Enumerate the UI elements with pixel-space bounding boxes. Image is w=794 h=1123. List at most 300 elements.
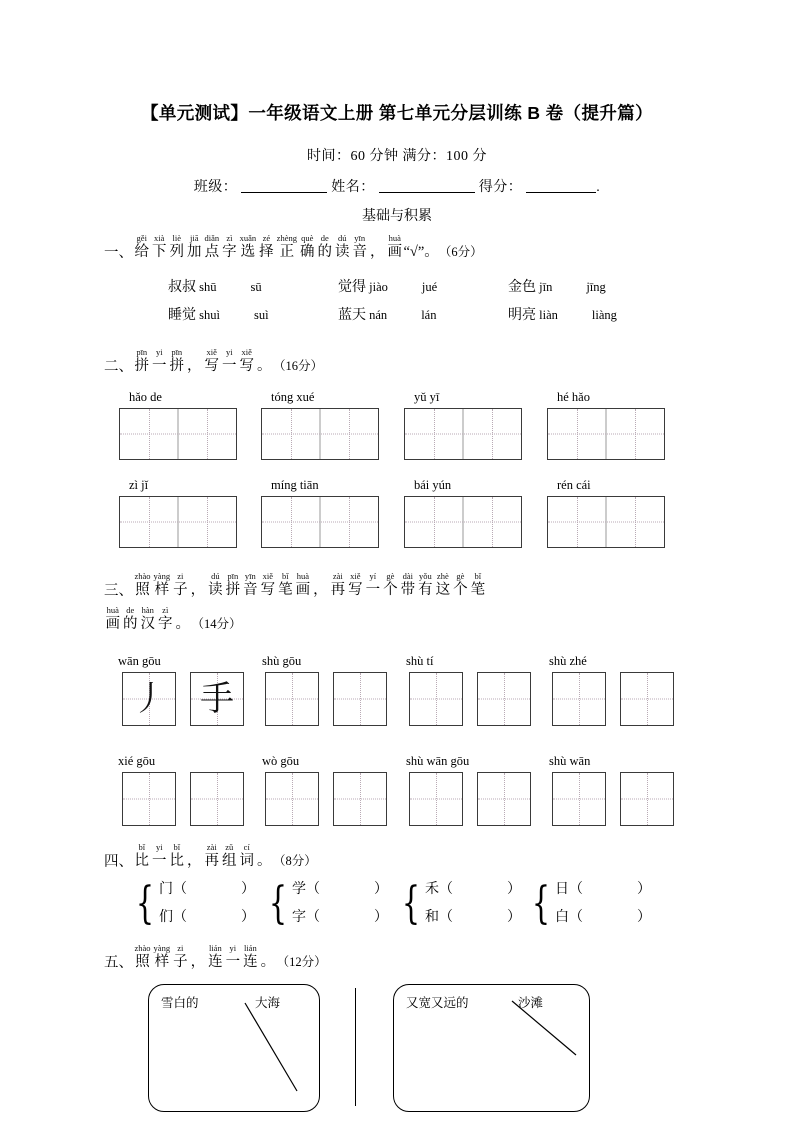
- ruby-pinyin: yīn: [244, 571, 256, 581]
- ruby-hanzi: 下: [152, 244, 167, 260]
- ruby-char: [191, 944, 206, 970]
- stroke-answer-cell[interactable]: [409, 672, 463, 726]
- question-3-heading-line1: [104, 572, 487, 598]
- ruby-hanzi: 一: [152, 853, 167, 869]
- word-row-bottom: [292, 904, 388, 932]
- stroke-answer-cell[interactable]: [265, 772, 319, 826]
- ruby-hanzi: ，: [190, 582, 206, 598]
- ruby-char: [383, 572, 398, 598]
- ruby-char: [208, 944, 223, 970]
- pinyin-choice-item: [168, 304, 269, 324]
- ruby-hanzi: 选: [240, 244, 256, 260]
- closing-paren: ）: [637, 882, 651, 897]
- brace-bracket: {: [401, 878, 421, 929]
- ruby-hanzi: 写: [260, 582, 276, 598]
- ruby-pinyin: bǐ: [282, 571, 289, 581]
- ruby-char: [222, 348, 237, 374]
- ruby-char: [158, 606, 173, 632]
- ruby-char: [348, 572, 363, 598]
- ruby-char: [240, 843, 255, 869]
- ruby-pinyin: yīn: [354, 233, 366, 243]
- ruby-char: [317, 234, 332, 260]
- pinyin-option-b[interactable]: jīng: [586, 280, 606, 294]
- pinyin-option-a[interactable]: liàn: [536, 308, 558, 322]
- ruby-pinyin: pīn: [227, 571, 239, 581]
- ruby-hanzi: 照: [135, 954, 150, 970]
- ruby-char: [277, 234, 297, 260]
- ruby-hanzi: 比: [134, 853, 149, 869]
- ruby-hanzi: 笔: [470, 582, 486, 598]
- ruby-char: [176, 606, 191, 632]
- ruby-pinyin: gè: [456, 571, 465, 581]
- question-1-number: 一、: [104, 244, 133, 261]
- column-divider: [355, 988, 356, 1106]
- writing-grid-pinyin-label: zì jǐ: [129, 478, 149, 492]
- pinyin-choice-word: 明亮: [508, 308, 536, 323]
- student-info-line: [0, 176, 794, 196]
- ruby-char: [173, 572, 188, 598]
- ruby-hanzi: 照: [135, 582, 150, 598]
- ruby-pinyin: zhèng: [276, 233, 297, 243]
- character-answer-cell[interactable]: [477, 672, 531, 726]
- stroke-answer-cell[interactable]: [552, 772, 606, 826]
- example-stroke-glyph: 丿: [132, 679, 166, 719]
- ruby-hanzi: 。: [257, 358, 272, 374]
- ruby-pinyin: huà: [296, 571, 309, 581]
- ruby-pinyin: zì: [162, 605, 169, 615]
- question-5-ruby-text: [133, 943, 277, 971]
- ruby-pinyin: pīn: [171, 347, 183, 357]
- ruby-char: [205, 348, 220, 374]
- brace-bracket: {: [135, 878, 155, 929]
- character-answer-cell[interactable]: [333, 772, 387, 826]
- word-pair-group: [131, 876, 255, 932]
- writing-grid-pinyin-label: tóng xué: [271, 390, 315, 404]
- word-prompt: 日（: [555, 882, 583, 897]
- name-blank[interactable]: [379, 178, 475, 193]
- pinyin-option-b[interactable]: liàng: [591, 308, 617, 322]
- ruby-char: [135, 944, 151, 970]
- question-1-ruby-text: [133, 233, 403, 261]
- word-row-top: [159, 876, 255, 904]
- brace-bracket: {: [531, 878, 551, 929]
- word-prompt: 和（: [425, 910, 453, 925]
- ruby-hanzi: 。: [260, 954, 276, 970]
- ruby-char: [257, 348, 272, 374]
- ruby-hanzi: 给: [134, 244, 149, 260]
- class-label: 班级：: [193, 180, 238, 195]
- pinyin-option-b[interactable]: jué: [421, 280, 438, 294]
- stroke-answer-cell[interactable]: [265, 672, 319, 726]
- ruby-pinyin: yi: [229, 943, 237, 953]
- closing-paren: ）: [507, 882, 521, 897]
- word-row-bottom: [159, 904, 255, 932]
- ruby-char: [261, 944, 276, 970]
- ruby-char: [152, 234, 167, 260]
- question-2-points: （16分）: [273, 359, 324, 373]
- ruby-char: [222, 843, 237, 869]
- word-pair-group: [397, 876, 521, 932]
- word-row-top: [292, 876, 388, 904]
- ruby-char: [135, 843, 150, 869]
- closing-paren: ）: [241, 910, 255, 925]
- pinyin-option-b[interactable]: sū: [250, 280, 262, 294]
- character-answer-cell[interactable]: [620, 672, 674, 726]
- pinyin-choice-word: 叔叔: [168, 280, 196, 295]
- question-5-heading: [104, 944, 327, 970]
- pinyin-option-b[interactable]: suì: [253, 308, 269, 322]
- ruby-char: [106, 606, 121, 632]
- ruby-hanzi: 。: [175, 616, 190, 632]
- ruby-hanzi: 字: [222, 244, 237, 260]
- ruby-pinyin: zhè: [436, 571, 449, 581]
- pinyin-choice-item: [508, 304, 617, 324]
- ruby-hanzi: 个: [453, 582, 468, 598]
- ruby-char: [187, 843, 202, 869]
- ruby-pinyin: diǎn: [204, 233, 220, 243]
- ruby-pinyin: [313, 572, 328, 582]
- ruby-char: [366, 572, 381, 598]
- matching-left-word[interactable]: 又宽又远的: [406, 996, 469, 1010]
- ruby-pinyin: cí: [243, 842, 250, 852]
- matching-box[interactable]: [393, 984, 590, 1112]
- question-4-ruby-text: [133, 842, 273, 870]
- ruby-hanzi: 汉: [140, 616, 155, 632]
- closing-paren: ）: [507, 910, 521, 925]
- closing-paren: ）: [374, 882, 388, 897]
- ruby-char: [173, 944, 188, 970]
- stroke-name-label: shù wān gōu: [406, 754, 470, 768]
- writing-grid[interactable]: [404, 496, 522, 548]
- question-1-points: （6分）: [438, 245, 483, 259]
- word-pair-rows: [292, 876, 388, 932]
- question-1-heading: [104, 234, 483, 260]
- ruby-hanzi: 的: [317, 244, 332, 260]
- ruby-char: [135, 348, 150, 374]
- stroke-answer-cell[interactable]: [552, 672, 606, 726]
- matching-right-word[interactable]: 大海: [255, 996, 281, 1010]
- word-prompt: 门（: [159, 882, 187, 897]
- question-1-tail: “√”。: [403, 244, 439, 260]
- stroke-name-label: shù wān: [549, 754, 591, 768]
- ruby-hanzi: 有: [418, 582, 433, 598]
- writing-grid[interactable]: [119, 496, 237, 548]
- ruby-pinyin: yí: [369, 571, 377, 581]
- ruby-char: [187, 234, 202, 260]
- ruby-char: [240, 348, 255, 374]
- ruby-char: [418, 572, 433, 598]
- ruby-hanzi: 读: [208, 582, 223, 598]
- ruby-pinyin: xiě: [262, 571, 274, 581]
- trailing-dot: .: [596, 180, 601, 195]
- matching-right-word[interactable]: 沙滩: [518, 996, 544, 1010]
- ruby-pinyin: xuǎn: [239, 233, 257, 243]
- ruby-char: [222, 234, 237, 260]
- ruby-hanzi: 比: [169, 853, 184, 869]
- ruby-pinyin: dú: [337, 233, 347, 243]
- ruby-pinyin: xiě: [350, 571, 361, 581]
- ruby-pinyin: de: [320, 233, 329, 243]
- word-prompt: 们（: [159, 910, 187, 925]
- question-2-number: 二、: [104, 358, 133, 375]
- ruby-pinyin: [191, 572, 206, 582]
- pinyin-choice-item: [508, 276, 606, 296]
- writing-grid[interactable]: [404, 408, 522, 460]
- pinyin-option-a[interactable]: shū: [196, 280, 217, 294]
- ruby-hanzi: 正: [279, 244, 295, 260]
- stroke-answer-cell[interactable]: [409, 772, 463, 826]
- stroke-name-label: wān gōu: [118, 654, 161, 668]
- character-answer-cell[interactable]: [190, 772, 244, 826]
- ruby-pinyin: huà: [388, 233, 401, 243]
- ruby-char: [205, 843, 220, 869]
- ruby-char: [331, 572, 346, 598]
- ruby-pinyin: [370, 234, 385, 244]
- section-heading: 基础与积累: [362, 209, 432, 224]
- pinyin-option-a[interactable]: shuì: [196, 308, 220, 322]
- ruby-char: [259, 234, 274, 260]
- ruby-hanzi: 连: [243, 954, 258, 970]
- ruby-hanzi: 一: [365, 582, 381, 598]
- ruby-pinyin: [187, 348, 202, 358]
- word-row-top: [555, 876, 651, 904]
- ruby-hanzi: 再: [204, 853, 219, 869]
- ruby-hanzi: 音: [352, 244, 367, 260]
- pinyin-choice-word: 蓝天: [338, 308, 366, 323]
- ruby-hanzi: 连: [208, 954, 223, 970]
- question-3-points: （14分）: [191, 617, 242, 631]
- ruby-pinyin: liè: [172, 233, 181, 243]
- matching-box[interactable]: [148, 984, 320, 1112]
- stroke-name-label: shù tí: [406, 654, 434, 668]
- ruby-pinyin: jiā: [190, 233, 199, 243]
- ruby-char: [313, 572, 328, 598]
- ruby-hanzi: 列: [169, 244, 184, 260]
- ruby-char: [154, 944, 171, 970]
- example-character-glyph: 手: [200, 679, 234, 719]
- ruby-pinyin: pīn: [136, 347, 148, 357]
- ruby-char: [141, 606, 156, 632]
- ruby-hanzi: ，: [187, 358, 202, 374]
- ruby-hanzi: 画: [387, 244, 402, 260]
- ruby-char: [170, 348, 185, 374]
- stroke-name-label: shù zhé: [549, 654, 587, 668]
- ruby-hanzi: 再: [330, 582, 346, 598]
- ruby-char: [170, 843, 185, 869]
- score-blank[interactable]: [526, 178, 596, 193]
- ruby-pinyin: yàng: [153, 571, 171, 581]
- writing-grid[interactable]: [547, 408, 665, 460]
- ruby-char: [187, 348, 202, 374]
- ruby-pinyin: zhào: [134, 943, 151, 953]
- pinyin-option-a[interactable]: jīn: [536, 280, 553, 294]
- ruby-char: [471, 572, 486, 598]
- ruby-pinyin: yàng: [153, 943, 171, 953]
- ruby-pinyin: [257, 348, 272, 358]
- pinyin-choice-word: 睡觉: [168, 308, 196, 323]
- ruby-pinyin: dú: [211, 571, 220, 581]
- stroke-answer-cell[interactable]: [122, 772, 176, 826]
- word-pair-rows: [159, 876, 255, 932]
- ruby-pinyin: [261, 944, 276, 954]
- word-pair-group: [527, 876, 651, 932]
- ruby-char: [436, 572, 451, 598]
- ruby-pinyin: dài: [402, 571, 414, 581]
- ruby-hanzi: 择: [259, 244, 274, 260]
- writing-grid[interactable]: [261, 496, 379, 548]
- ruby-char: [300, 234, 315, 260]
- writing-grid[interactable]: [261, 408, 379, 460]
- ruby-hanzi: 拼: [169, 358, 184, 374]
- ruby-hanzi: 音: [243, 582, 258, 598]
- ruby-hanzi: 读: [334, 244, 350, 260]
- ruby-hanzi: 笔: [278, 582, 293, 598]
- question-3-number: 三、: [104, 582, 133, 599]
- word-prompt: 学（: [292, 882, 320, 897]
- pinyin-option-b[interactable]: lán: [421, 308, 437, 322]
- ruby-pinyin: de: [126, 605, 135, 615]
- ruby-hanzi: ，: [313, 582, 328, 598]
- stroke-name-label: shù gōu: [262, 654, 302, 668]
- ruby-pinyin: xiě: [206, 347, 217, 357]
- ruby-char: [205, 234, 220, 260]
- question-3-heading-line2: [104, 606, 242, 632]
- ruby-pinyin: lián: [208, 943, 222, 953]
- question-2-ruby-text: [133, 347, 273, 375]
- ruby-pinyin: lián: [243, 943, 257, 953]
- pinyin-option-a[interactable]: nán: [366, 308, 388, 322]
- question-2-heading: [104, 348, 323, 374]
- ruby-hanzi: 样: [154, 954, 170, 970]
- writing-grid-pinyin-label: hé hǎo: [557, 390, 590, 404]
- ruby-hanzi: 子: [173, 582, 188, 598]
- stroke-name-label: xié gōu: [118, 754, 156, 768]
- closing-paren: ）: [374, 910, 388, 925]
- pinyin-choice-item: [338, 304, 436, 324]
- writing-grid[interactable]: [119, 408, 237, 460]
- question-5-number: 五、: [104, 954, 133, 971]
- matching-left-word[interactable]: 雪白的: [161, 996, 199, 1010]
- ruby-hanzi: 字: [158, 616, 173, 632]
- ruby-pinyin: zǔ: [225, 842, 234, 852]
- ruby-pinyin: [191, 944, 206, 954]
- ruby-hanzi: 子: [173, 954, 188, 970]
- word-pair-rows: [425, 876, 521, 932]
- ruby-char: [208, 572, 223, 598]
- question-4-number: 四、: [104, 853, 133, 870]
- word-prompt: 字（: [292, 910, 320, 925]
- ruby-pinyin: gè: [386, 571, 395, 581]
- ruby-hanzi: 画: [295, 582, 311, 598]
- writing-grid[interactable]: [547, 496, 665, 548]
- pinyin-choice-item: [338, 276, 437, 296]
- ruby-hanzi: ，: [187, 853, 202, 869]
- writing-grid-pinyin-label: hǎo de: [129, 390, 162, 404]
- word-row-top: [425, 876, 521, 904]
- pinyin-option-a[interactable]: jiào: [366, 280, 388, 294]
- writing-grid-pinyin-label: bái yún: [414, 478, 452, 492]
- ruby-hanzi: 的: [123, 616, 138, 632]
- ruby-hanzi: 个: [383, 582, 398, 598]
- page-title: 【单元测试】一年级语文上册 第七单元分层训练 B 卷（提升篇）: [140, 103, 654, 123]
- ruby-char: [278, 572, 293, 598]
- closing-paren: ）: [637, 910, 651, 925]
- ruby-hanzi: 确: [299, 244, 315, 260]
- ruby-hanzi: 写: [204, 358, 219, 374]
- ruby-pinyin: yǒu: [418, 571, 432, 581]
- exam-meta: 时间：60 分钟 满分：100 分: [307, 149, 487, 164]
- ruby-char: [240, 234, 257, 260]
- ruby-char: [135, 572, 151, 598]
- ruby-hanzi: ，: [369, 244, 385, 260]
- ruby-char: [191, 572, 206, 598]
- character-answer-cell[interactable]: [477, 772, 531, 826]
- ruby-pinyin: [176, 606, 191, 616]
- ruby-char: [152, 843, 167, 869]
- word-prompt: 禾（: [425, 882, 453, 897]
- ruby-hanzi: ，: [190, 954, 206, 970]
- ruby-pinyin: yi: [225, 347, 233, 357]
- name-label: 姓名：: [331, 180, 375, 195]
- ruby-hanzi: 词: [239, 853, 254, 869]
- ruby-pinyin: zài: [206, 842, 217, 852]
- character-answer-cell[interactable]: [620, 772, 674, 826]
- ruby-pinyin: xià: [154, 233, 165, 243]
- word-row-bottom: [555, 904, 651, 932]
- ruby-char: [453, 572, 468, 598]
- ruby-hanzi: 画: [105, 616, 120, 632]
- ruby-char: [123, 606, 138, 632]
- closing-paren: ）: [241, 882, 255, 897]
- class-blank[interactable]: [241, 178, 327, 193]
- word-row-bottom: [425, 904, 521, 932]
- ruby-pinyin: yi: [155, 842, 163, 852]
- pinyin-choice-word: 觉得: [338, 280, 366, 295]
- question-5-points: （12分）: [276, 955, 327, 969]
- ruby-char: [154, 572, 171, 598]
- ruby-char: [335, 234, 350, 260]
- ruby-char: [257, 843, 272, 869]
- ruby-pinyin: huà: [106, 605, 119, 615]
- ruby-hanzi: 点: [204, 244, 220, 260]
- ruby-pinyin: zi: [177, 943, 184, 953]
- ruby-char: [226, 944, 241, 970]
- word-pair-group: [264, 876, 388, 932]
- ruby-hanzi: 组: [222, 853, 237, 869]
- ruby-hanzi: 一: [222, 358, 237, 374]
- ruby-pinyin: xiě: [241, 347, 252, 357]
- character-answer-cell[interactable]: [333, 672, 387, 726]
- ruby-char: [401, 572, 416, 598]
- pinyin-choice-item: [168, 276, 262, 296]
- ruby-pinyin: [257, 843, 272, 853]
- writing-grid-pinyin-label: míng tiān: [271, 478, 319, 492]
- ruby-pinyin: què: [301, 233, 314, 243]
- ruby-pinyin: bǐ: [474, 571, 482, 581]
- ruby-char: [261, 572, 276, 598]
- question-3-ruby-text-1: [133, 571, 487, 599]
- ruby-pinyin: bǐ: [173, 842, 181, 852]
- ruby-char: [135, 234, 150, 260]
- word-pair-rows: [555, 876, 651, 932]
- stroke-name-label: wò gōu: [262, 754, 300, 768]
- ruby-char: [152, 348, 167, 374]
- question-4-heading: [104, 843, 317, 869]
- ruby-hanzi: 一: [152, 358, 167, 374]
- ruby-pinyin: yi: [155, 347, 163, 357]
- ruby-pinyin: bǐ: [138, 842, 146, 852]
- ruby-char: [370, 234, 385, 260]
